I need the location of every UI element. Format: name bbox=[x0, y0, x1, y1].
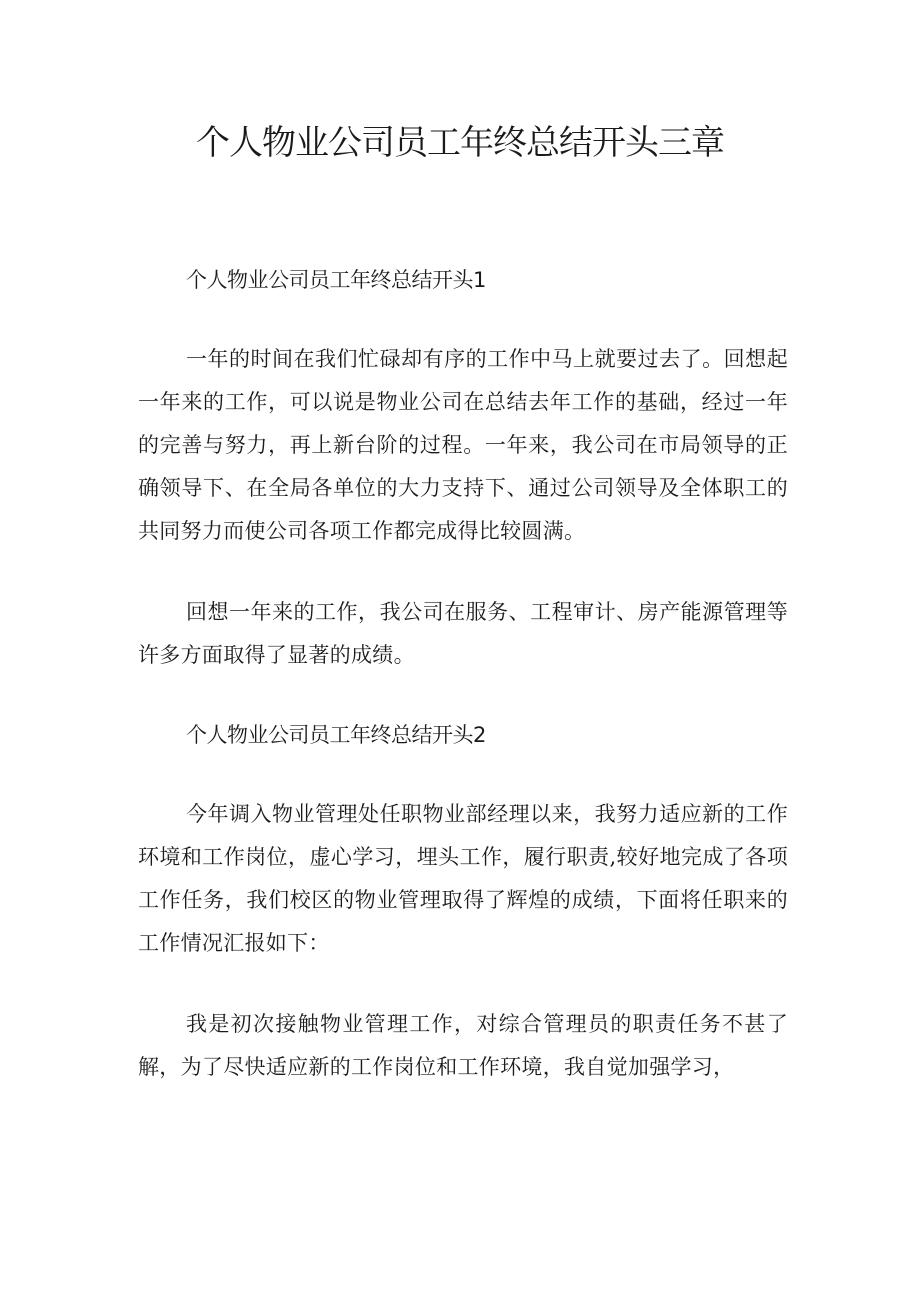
section-heading: 个人物业公司员工年终总结开头2 bbox=[186, 723, 486, 747]
section-heading: 个人物业公司员工年终总结开头1 bbox=[186, 268, 486, 292]
paragraph: 一年的时间在我们忙碌却有序的工作中马上就要过去了。回想起一年来的工作，可以说是物业公司在总结去年工作的基础，经过一年的完善与努力，再上新台阶的过程。一年来，我公司在市局领导的正确领导下、在全局各单位的大力支持下、通过公司领导及全体职工的共同努力而使公司各项工作都完成得比较圆满。 bbox=[138, 347, 788, 543]
document-title: 个人物业公司员工年终总结开头三章 bbox=[196, 123, 724, 163]
paragraph: 今年调入物业管理处任职物业部经理以来，我努力适应新的工作环境和工作岗位，虚心学习，埋头工作，履行职责,较好地完成了各项工作任务，我们校区的物业管理取得了辉煌的成绩，下面将任职来的工作情况汇报如下： bbox=[138, 802, 788, 955]
paragraph: 我是初次接触物业管理工作，对综合管理员的职责任务不甚了解，为了尽快适应新的工作岗位和工作环境，我自觉加强学习， bbox=[138, 1012, 788, 1079]
document-body bbox=[138, 260, 788, 1127]
paragraph: 回想一年来的工作，我公司在服务、工程审计、房产能源管理等许多方面取得了显著的成绩。 bbox=[138, 600, 788, 667]
section-1 bbox=[138, 260, 788, 677]
section-2 bbox=[138, 715, 788, 1089]
